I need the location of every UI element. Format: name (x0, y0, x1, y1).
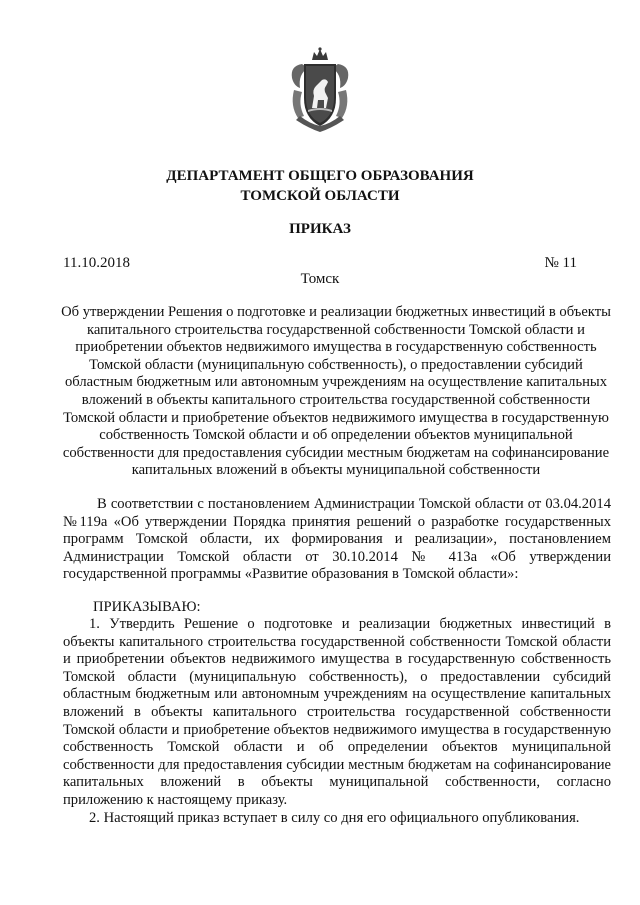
document-number: № 11 (544, 255, 577, 271)
tomsk-region-coat-of-arms-icon (288, 46, 352, 136)
order-word: ПРИКАЗЫВАЮ: (93, 599, 201, 615)
order-items (63, 616, 611, 827)
document-type: ПРИКАЗ (289, 221, 351, 237)
document-city: Томск (300, 271, 340, 287)
order-item-1: 1. Утвердить Решение о подготовке и реализации бюджетных инвестиций в объекты капитального строительства государственной собственности Томской области и приобретении объектов недвижимого имущества в государственную собственность Томской области (муниципальную собственность), о предоставлении субсидий областным бюджетным или автономным учреждениям на осуществление капитальных вложений в объекты капитального строительства государственной собственности Томской области и приобретение объектов недвижимого имущества в государственную собственность Томской области и об определении объектов муниципальной собственности для предоставления субсидии местным бюджетам на софинансирование капитальных вложений в объекты муниципальной собственности, согласно приложению к настоящему приказу. (63, 616, 611, 808)
department-title-line2: ТОМСКОЙ ОБЛАСТИ (240, 188, 400, 204)
document-preamble: В соответствии с постановлением Администрации Томской области от 03.04.2014 №119а «Об утверждении Порядка принятия решений о разработке государственных программ Томской области, их формирования и реализации», постановлением Администрации Томской области от 30.10.2014 № 413а «Об утверждении государственной программы «Развитие образования в Томской области»: (63, 496, 611, 583)
order-item-2: 2. Настоящий приказ вступает в силу со дня его официального опубликования. (89, 809, 580, 826)
document-subject: Об утверждении Решения о подготовке и реализации бюджетных инвестиций в объекты капитального строительства государственной собственности Томской области и приобретении объектов недвижимого имущества в государственную собственность Томской области (муниципальную собственность), о предоставлении субсидий областным бюджетным или автономным учреждениям на осуществление капитальных вложений в объекты капитального строительства государственной собственности Томской области и приобретение объектов недвижимого имущества в государственную собственность Томской области и об определении объектов муниципальной собственности для предоставления субсидии местным бюджетам на софинансирование капитальных вложений в объекты муниципальной собственности (61, 304, 611, 479)
department-title (0, 166, 640, 206)
department-title-line1: ДЕПАРТАМЕНТ ОБЩЕГО ОБРАЗОВАНИЯ (166, 168, 474, 184)
document-date: 11.10.2018 (63, 255, 130, 271)
